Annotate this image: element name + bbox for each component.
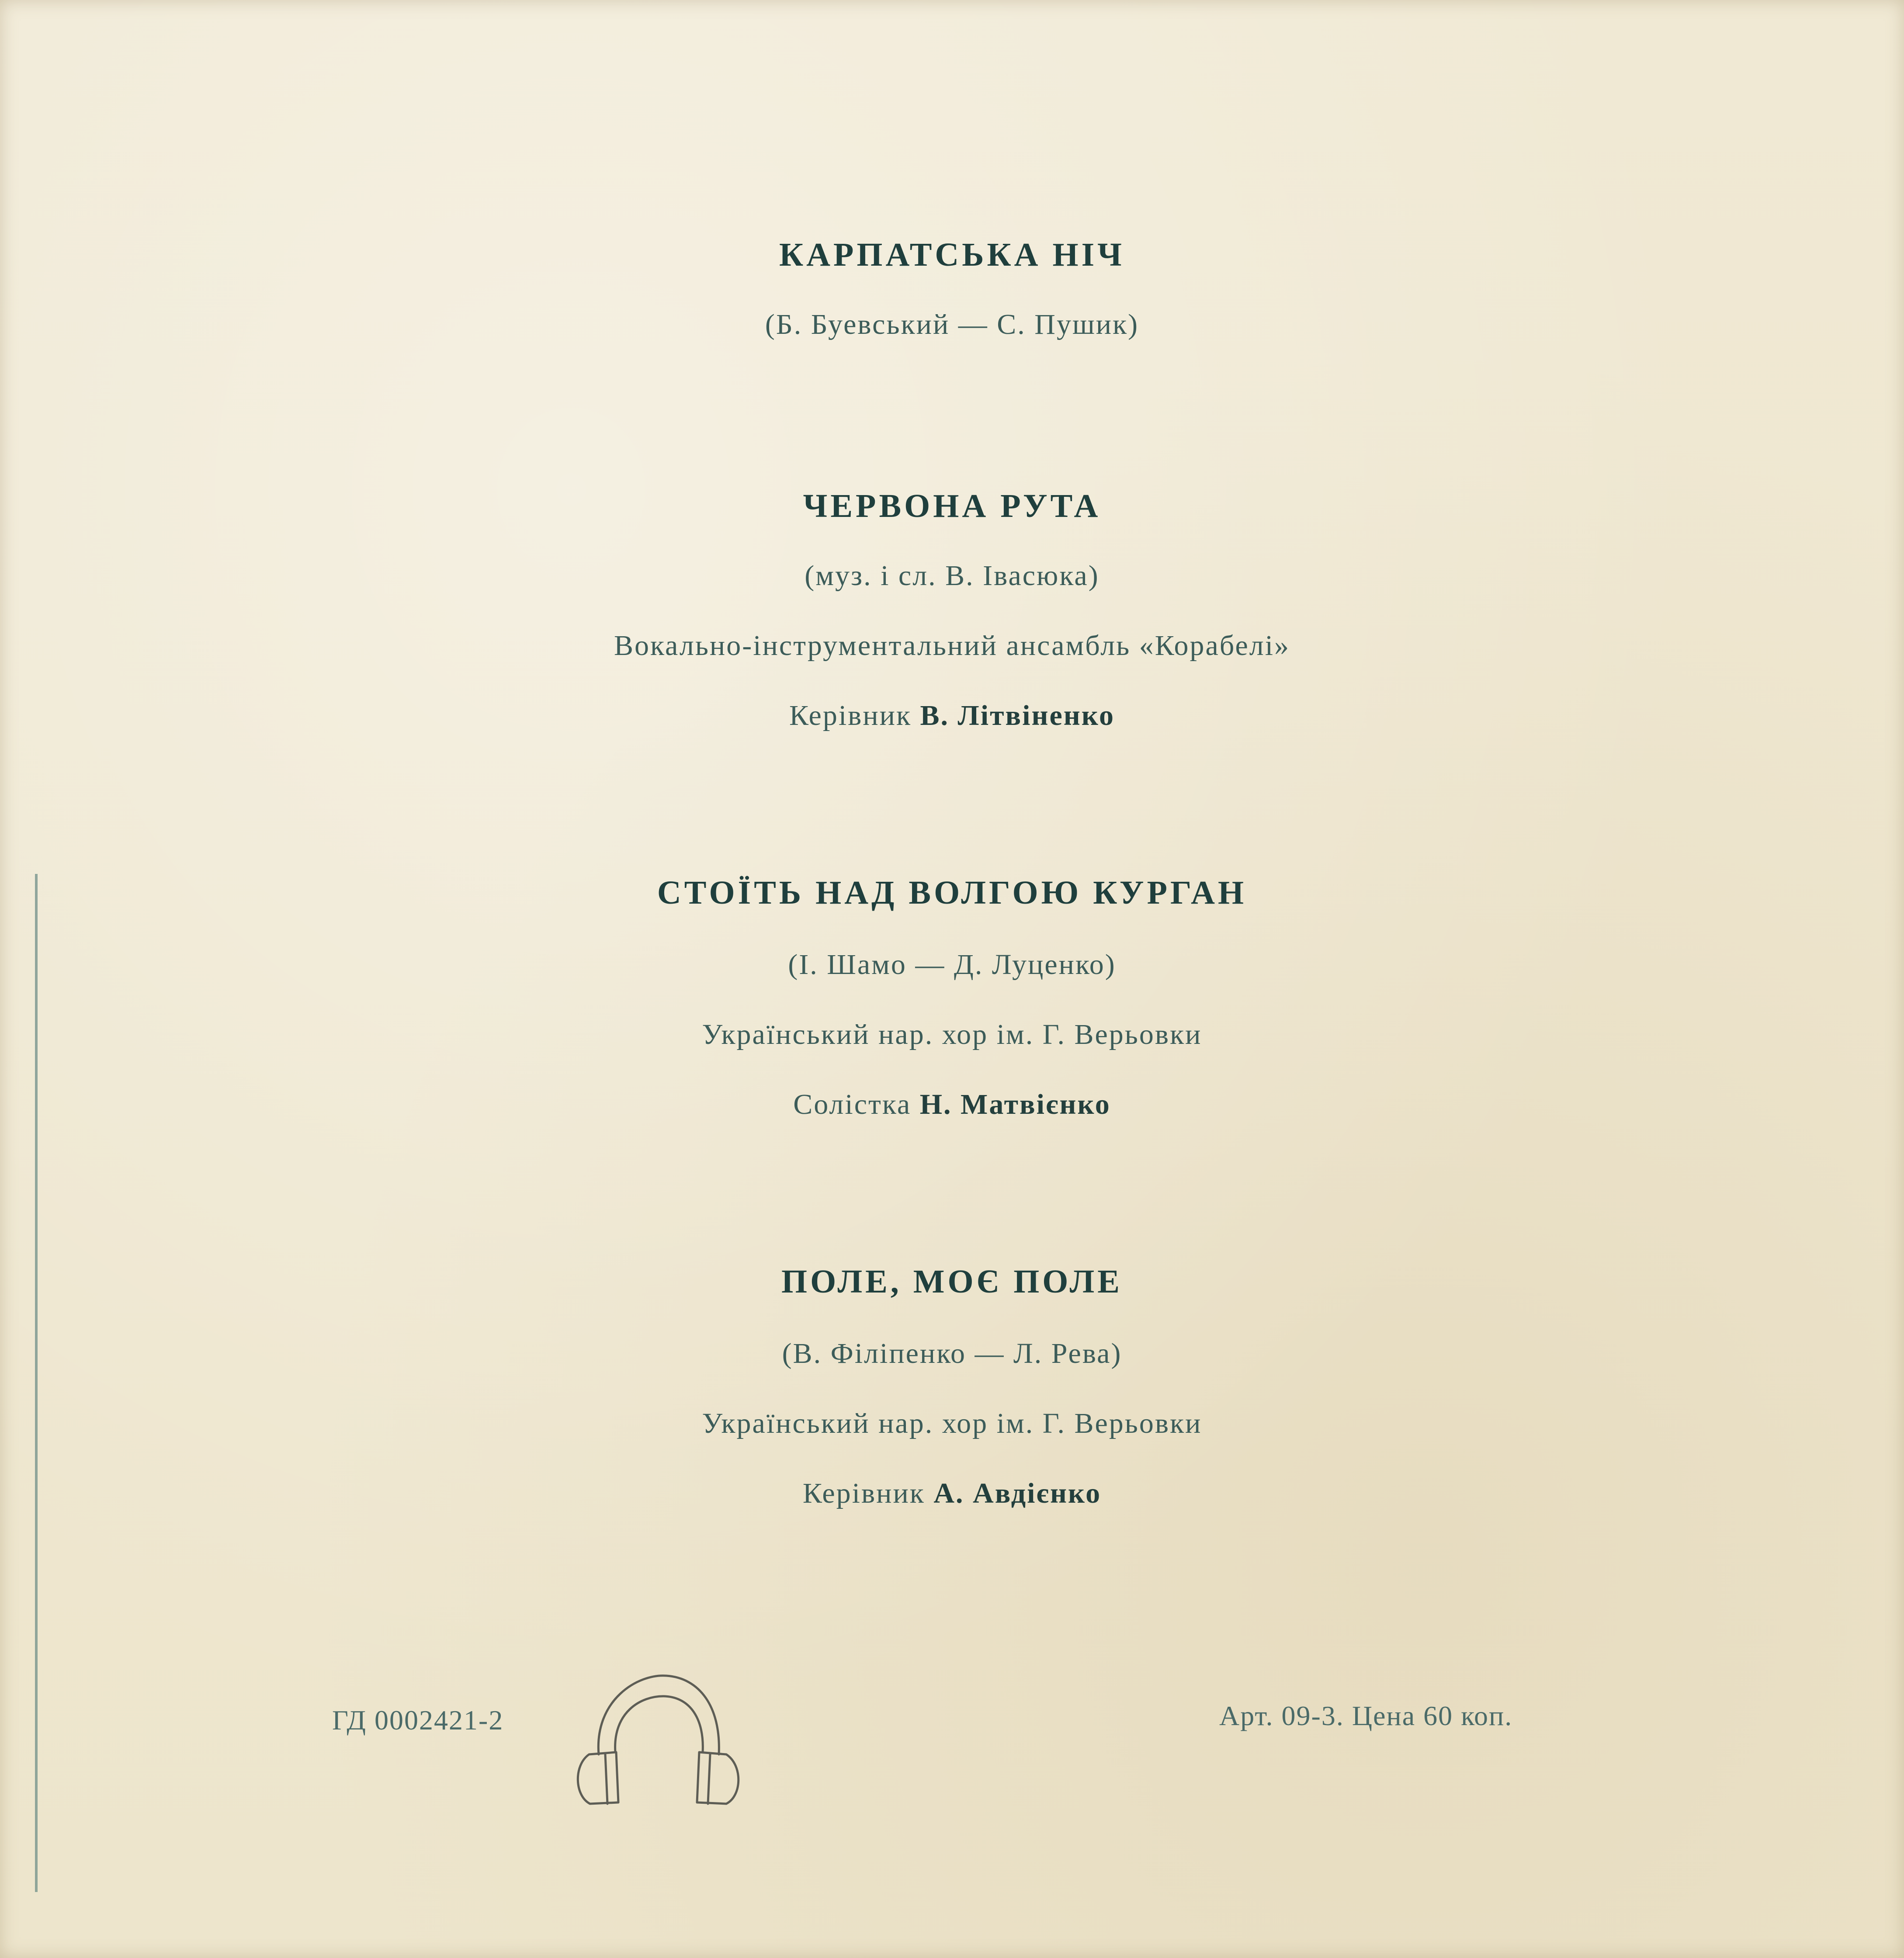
headphones-icon	[564, 1665, 747, 1809]
track-2-authors: (муз. і сл. В. Івасюка)	[805, 560, 1099, 592]
price-label: Арт. 09-3. Цена 60 коп.	[1219, 1700, 1513, 1731]
track-4-leader	[0, 1477, 1904, 1510]
track-4-authors: (В. Філіпенко — Л. Рева)	[782, 1338, 1122, 1369]
track-4-title: ПОЛЕ, МОЄ ПОЛЕ	[781, 1263, 1123, 1300]
track-2-leader-name: В. Літвіненко	[920, 700, 1115, 731]
track-3-leader-name: Н. Матвієнко	[919, 1088, 1111, 1120]
track-3-title: СТОЇТЬ НАД ВОЛГОЮ КУРГАН	[657, 874, 1247, 911]
track-4-leader-name: А. Авдієнко	[933, 1477, 1102, 1509]
track-3-performer: Український нар. хор ім. Г. Верьовки	[702, 1019, 1202, 1050]
track-1-title: КАРПАТСЬКА НІЧ	[779, 236, 1125, 273]
track-2-leader-role: Керівник	[789, 700, 912, 731]
track-1-authors: (Б. Буевський — С. Пушик)	[765, 308, 1139, 340]
track-4-leader-role: Керівник	[802, 1477, 925, 1509]
track-2-leader	[0, 699, 1904, 732]
track-4-performer: Український нар. хор ім. Г. Верьовки	[702, 1407, 1202, 1439]
track-3-leader-role: Солістка	[793, 1088, 912, 1120]
catalog-number: ГД 0002421-2	[332, 1705, 504, 1736]
track-2-performer: Вокально-інструментальний ансамбль «Корабелі»	[614, 630, 1290, 662]
track-3-authors: (І. Шамо — Д. Луценко)	[788, 949, 1116, 981]
track-3-leader	[0, 1088, 1904, 1121]
track-2-title: ЧЕРВОНА РУТА	[803, 488, 1101, 524]
